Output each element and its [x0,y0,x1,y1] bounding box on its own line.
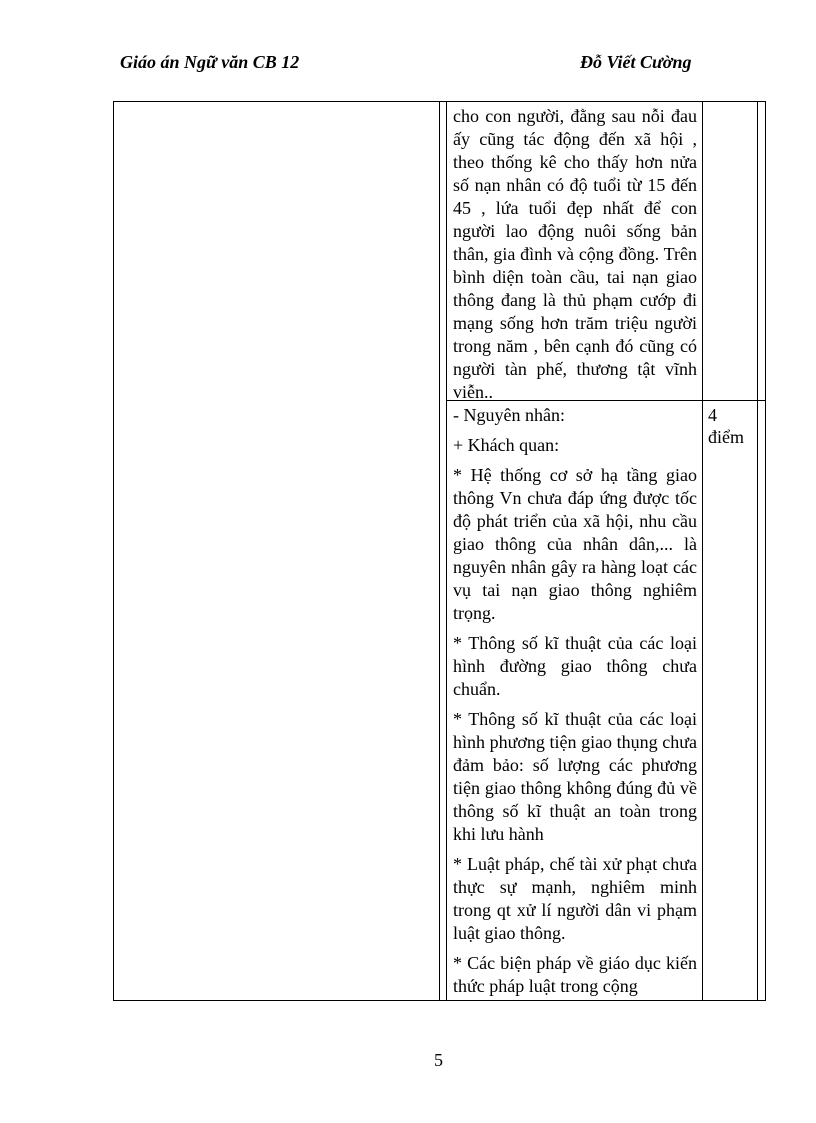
table-divider [702,101,703,1001]
row1-paragraph: cho con người, đằng sau nỗi đau ấy cũng tác động đến xã hội , theo thống kê cho thấy hơn nửa số nạn nhân có độ tuổi từ 15 đến 45 , lứa tuổi đẹp nhất để con người lao động nuôi sống bản thân, gia đình và cộng đồng. Trên bình diện toàn cầu, tai nạn giao thông đang là thủ phạm cướp đi mạng sống hơn trăm triệu người trong năm , bên cạnh đó cũng có người tàn phế, thương tật vĩnh viễn.. [453,106,697,402]
table-divider [757,101,758,1001]
score-number: 4 [708,405,717,425]
cause-item: * Thông số kĩ thuật của các loại hình phương tiện giao thụng chưa đảm bảo: số lượng các phương tiện giao thông không đúng đủ về thông số kĩ thuật an toàn trong khi lưu hành [453,709,697,844]
table-border-top [113,101,766,102]
table-border-bottom [113,1000,766,1001]
table-divider [446,101,447,1001]
score-unit: điểm [708,427,744,447]
table-border-left [113,101,114,1001]
cause-item: * Các biện pháp về giáo dục kiến thức pháp luật trong cộng [453,953,697,996]
cause-item: * Thông số kĩ thuật của các loại hình đường giao thông chưa chuẩn. [453,633,697,699]
content-table [113,101,766,1001]
row1-text-cell [453,105,697,404]
objective-heading: + Khách quan: [453,435,560,455]
row2-text-cell [453,404,697,998]
cause-item: * Hệ thống cơ sở hạ tầng giao thông Vn chưa đáp ứng được tốc độ phát triển của xã hội, nhu cầu giao thông của nhân dân,... là nguyên nhân gây ra hàng loạt các vụ tai nạn giao thông nghiêm trọng. [453,465,697,623]
score-cell [708,404,744,448]
table-border-right [765,101,766,1001]
table-divider [439,101,440,1001]
header-author: Đỗ Viết Cường [580,52,692,72]
cause-heading: - Nguyên nhân: [453,405,565,425]
page-number: 5 [434,1050,443,1070]
header-title: Giáo án Ngữ văn CB 12 [120,52,300,72]
cause-item: * Luật pháp, chế tài xử phạt chưa thực sự mạnh, nghiêm minh trong qt xử lí người dân vi phạm luật giao thông. [453,854,697,943]
